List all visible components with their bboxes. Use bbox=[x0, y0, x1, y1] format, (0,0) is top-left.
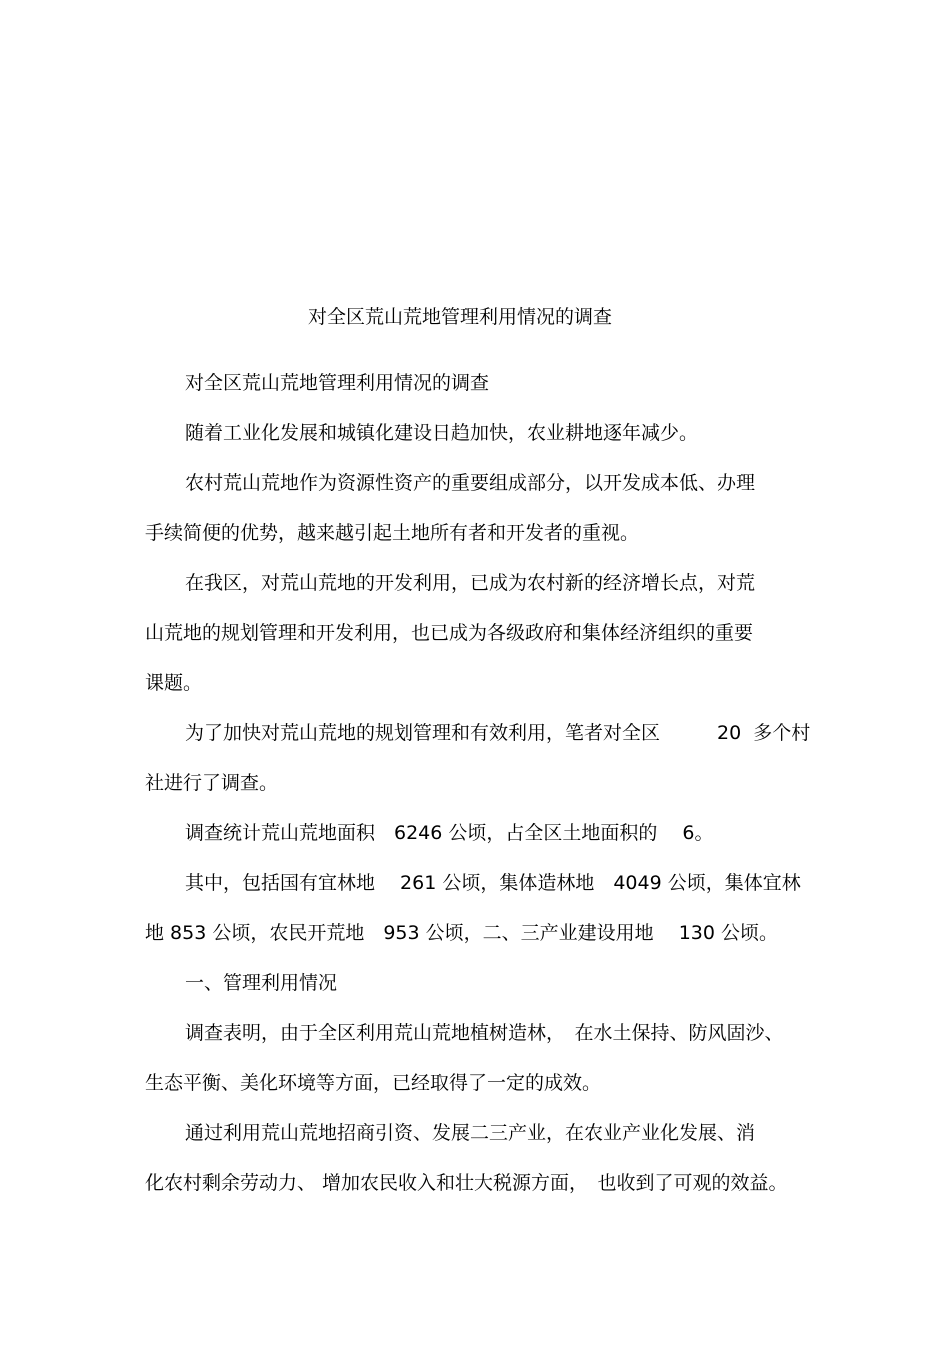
paragraph-line: 调查统计荒山荒地面积 6246 公顷，占全区土地面积的 6。 bbox=[185, 822, 714, 844]
paragraph-line: 社进行了调查。 bbox=[145, 772, 279, 794]
paragraph-line: 调查表明，由于全区利用荒山荒地植树造林， 在水土保持、防风固沙、 bbox=[185, 1022, 784, 1044]
paragraph-line: 通过利用荒山荒地招商引资、发展二三产业，在农业产业化发展、消 bbox=[185, 1122, 756, 1144]
paragraph-line: 农村荒山荒地作为资源性资产的重要组成部分，以开发成本低、办理 bbox=[185, 472, 756, 494]
section-heading: 一、管理利用情况 bbox=[185, 972, 338, 994]
paragraph-line: 山荒地的规划管理和开发利用，也已成为各级政府和集体经济组织的重要 bbox=[145, 622, 754, 644]
paragraph-line: 课题。 bbox=[145, 672, 203, 694]
paragraph-line: 对全区荒山荒地管理利用情况的调查 bbox=[185, 372, 490, 394]
paragraph-line: 生态平衡、美化环境等方面，已经取得了一定的成效。 bbox=[145, 1072, 602, 1094]
paragraph-line: 其中，包括国有宜林地 261 公顷，集体造林地 4049 公顷，集体宜林 bbox=[185, 872, 801, 894]
paragraph-line: 地 853 公顷，农民开荒地 953 公顷，二、三产业建设用地 130 公顷。 bbox=[145, 922, 778, 944]
paragraph-line: 手续简便的优势，越来越引起土地所有者和开发者的重视。 bbox=[145, 522, 640, 544]
paragraph-line: 在我区，对荒山荒地的开发利用，已成为农村新的经济增长点，对荒 bbox=[185, 572, 756, 594]
paragraph-line: 化农村剩余劳动力、 增加农民收入和壮大税源方面， 也收到了可观的效益。 bbox=[145, 1172, 788, 1194]
document-title: 对全区荒山荒地管理利用情况的调查 bbox=[307, 306, 612, 328]
paragraph-line: 为了加快对荒山荒地的规划管理和有效利用，笔者对全区 20 多个村 bbox=[185, 722, 811, 744]
paragraph-line: 随着工业化发展和城镇化建设日趋加快，农业耕地逐年减少。 bbox=[185, 422, 699, 444]
